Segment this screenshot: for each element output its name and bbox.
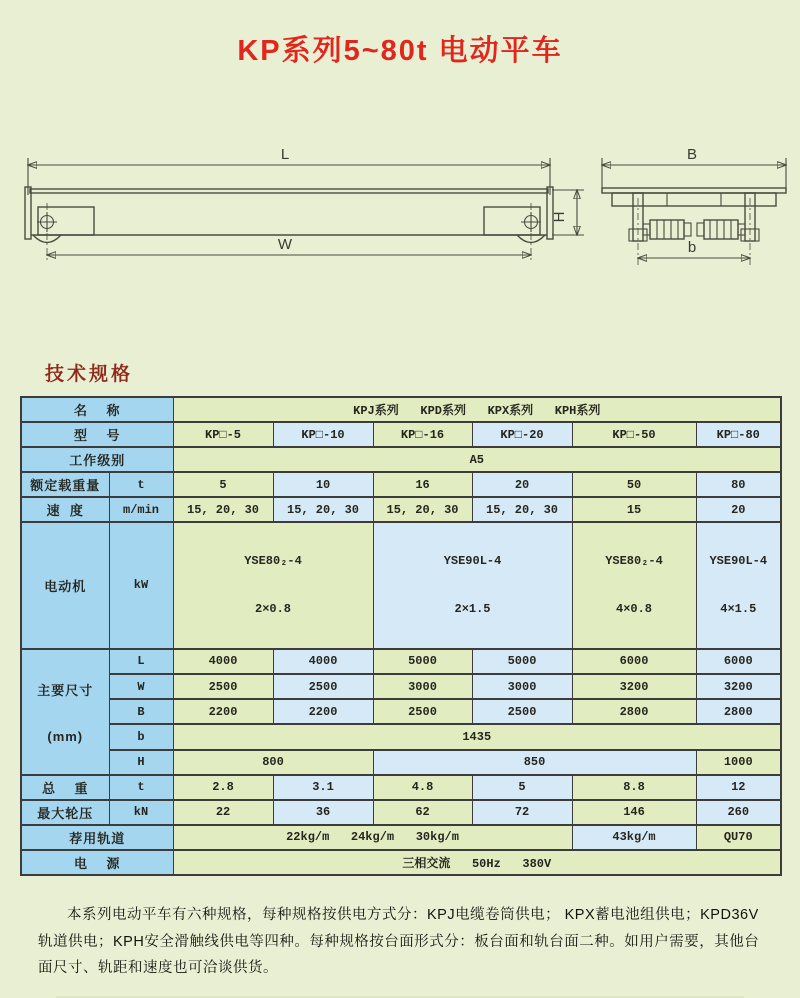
model-cell: KP□-20 (472, 422, 572, 447)
row-motor-label: 电动机 (21, 522, 109, 649)
speed-cell: 20 (696, 497, 781, 522)
model-cell: KP□-5 (173, 422, 273, 447)
section-heading: 技术规格 (45, 364, 134, 385)
page-title: KP系列5~80t 电动平车 (237, 35, 563, 67)
motor-model: YSE90L-4 (709, 554, 768, 568)
row-weight-unit: t (109, 775, 173, 800)
row-duty-label: 工作级别 (21, 447, 173, 472)
weight-cell: 2.8 (173, 775, 273, 800)
spec-table (20, 396, 782, 876)
row-name (21, 397, 781, 422)
dim-b-cell: 1435 (173, 724, 781, 749)
speed-cell: 15, 20, 30 (173, 497, 273, 522)
motor-power: 4×0.8 (616, 602, 653, 617)
wheel-load-cell: 22 (173, 800, 273, 825)
row-rail (21, 825, 781, 850)
row-power-value: 三相交流 50Hz 380V (173, 850, 781, 875)
row-dim-W (21, 674, 781, 699)
capacity-cell: 80 (696, 472, 781, 497)
dim-sub-B: B (109, 699, 173, 724)
row-dim-L (21, 649, 781, 674)
dim-B-cell: 2500 (472, 699, 572, 724)
rail-cell: QU70 (696, 825, 781, 850)
dim-W-cell: 3200 (696, 674, 781, 699)
rail-cell: 43kg/m (572, 825, 696, 850)
row-speed-label: 速 度 (21, 497, 109, 522)
capacity-cell: 50 (572, 472, 696, 497)
model-cell: KP□-50 (572, 422, 696, 447)
weight-cell: 3.1 (273, 775, 373, 800)
dim-B-cell: 2200 (273, 699, 373, 724)
dim-H-cell: 800 (173, 750, 373, 775)
row-model-label: 型 号 (21, 422, 173, 447)
row-weight (21, 775, 781, 800)
row-duty-class (21, 447, 781, 472)
dim-sub-H: H (109, 750, 173, 775)
row-wheel-load (21, 800, 781, 825)
model-cell: KP□-80 (696, 422, 781, 447)
speed-cell: 15, 20, 30 (472, 497, 572, 522)
motor-cell (373, 522, 572, 649)
dims-label-line1: 主要尺寸 (37, 682, 94, 698)
weight-cell: 5 (472, 775, 572, 800)
row-dim-b (21, 724, 781, 749)
wheel-load-cell: 72 (472, 800, 572, 825)
row-dim-B (21, 699, 781, 724)
row-motor-unit: kW (109, 522, 173, 649)
dim-H-cell: 1000 (696, 750, 781, 775)
dim-sub-L: L (109, 649, 173, 674)
dim-L-cell: 6000 (572, 649, 696, 674)
row-dim-H (21, 750, 781, 775)
row-duty-value: A5 (173, 447, 781, 472)
dims-label-line2: (mm) (47, 728, 84, 744)
capacity-cell: 5 (173, 472, 273, 497)
dim-sub-W: W (109, 674, 173, 699)
dim-label-B: B (686, 146, 698, 163)
weight-cell: 12 (696, 775, 781, 800)
row-name-value: KPJ系列 KPD系列 KPX系列 KPH系列 (173, 397, 781, 422)
motor-model: YSE80₂-4 (244, 554, 302, 568)
row-wheel-load-unit: kN (109, 800, 173, 825)
row-rail-label: 荐用轨道 (21, 825, 173, 850)
wheel-load-cell: 146 (572, 800, 696, 825)
dim-W-cell: 3000 (472, 674, 572, 699)
dim-label-H: H (551, 211, 568, 223)
weight-cell: 4.8 (373, 775, 472, 800)
row-power (21, 850, 781, 875)
motor-power: 2×0.8 (255, 602, 292, 617)
motor-cell (696, 522, 781, 649)
row-wheel-load-label: 最大轮压 (21, 800, 109, 825)
dim-L-cell: 5000 (472, 649, 572, 674)
row-weight-label: 总 重 (21, 775, 109, 800)
wheel-load-cell: 36 (273, 800, 373, 825)
capacity-cell: 10 (273, 472, 373, 497)
dim-L-cell: 4000 (273, 649, 373, 674)
dim-label-b: b (687, 239, 697, 256)
dim-W-cell: 3200 (572, 674, 696, 699)
model-cell: KP□-16 (373, 422, 472, 447)
row-capacity (21, 472, 781, 497)
dim-B-cell: 2200 (173, 699, 273, 724)
dim-B-cell: 2800 (572, 699, 696, 724)
footer-paragraph: 本系列电动平车有六种规格，每种规格按供电方式分：KPJ电缆卷筒供电； KPX蓄电池组供电；KPD36V轨道供电；KPH安全滑触线供电等四种。每种规格按台面形式分：板台面和轨台面二种。如用户需要，其他台面尺寸、轨距和速度也可洽谈供货。 (38, 906, 760, 977)
speed-cell: 15 (572, 497, 696, 522)
row-capacity-label: 额定载重量 (21, 472, 109, 497)
side-view (25, 146, 584, 263)
dim-B-cell: 2800 (696, 699, 781, 724)
wheel-load-cell: 260 (696, 800, 781, 825)
motor-power: 4×1.5 (720, 602, 757, 617)
dim-W-cell: 2500 (173, 674, 273, 699)
capacity-cell: 16 (373, 472, 472, 497)
motor-model: YSE90L-4 (443, 554, 502, 568)
dim-L-cell: 6000 (696, 649, 781, 674)
row-capacity-unit: t (109, 472, 173, 497)
row-speed (21, 497, 781, 522)
dim-L-cell: 4000 (173, 649, 273, 674)
dim-W-cell: 3000 (373, 674, 472, 699)
dims-group-label (21, 649, 109, 775)
speed-cell: 15, 20, 30 (273, 497, 373, 522)
dim-B-cell: 2500 (373, 699, 472, 724)
motor-model: YSE80₂-4 (605, 554, 663, 568)
dim-L-cell: 5000 (373, 649, 472, 674)
speed-cell: 15, 20, 30 (373, 497, 472, 522)
row-model (21, 422, 781, 447)
dim-sub-b: b (109, 724, 173, 749)
motor-power: 2×1.5 (454, 602, 491, 617)
row-power-label: 电 源 (21, 850, 173, 875)
capacity-cell: 20 (472, 472, 572, 497)
dim-label-L: L (280, 146, 290, 163)
wheel-load-cell: 62 (373, 800, 472, 825)
end-view (602, 146, 786, 265)
dim-label-W: W (277, 236, 293, 253)
motor-cell (173, 522, 373, 649)
rail-cell: 22kg/m 24kg/m 30kg/m (173, 825, 572, 850)
row-name-label: 名 称 (21, 397, 173, 422)
technical-drawing (0, 143, 800, 313)
catalog-page (0, 28, 800, 977)
model-cell: KP□-10 (273, 422, 373, 447)
dim-H-cell: 850 (373, 750, 696, 775)
row-motor (21, 522, 781, 649)
motor-cell (572, 522, 696, 649)
dim-W-cell: 2500 (273, 674, 373, 699)
weight-cell: 8.8 (572, 775, 696, 800)
row-speed-unit: m/min (109, 497, 173, 522)
